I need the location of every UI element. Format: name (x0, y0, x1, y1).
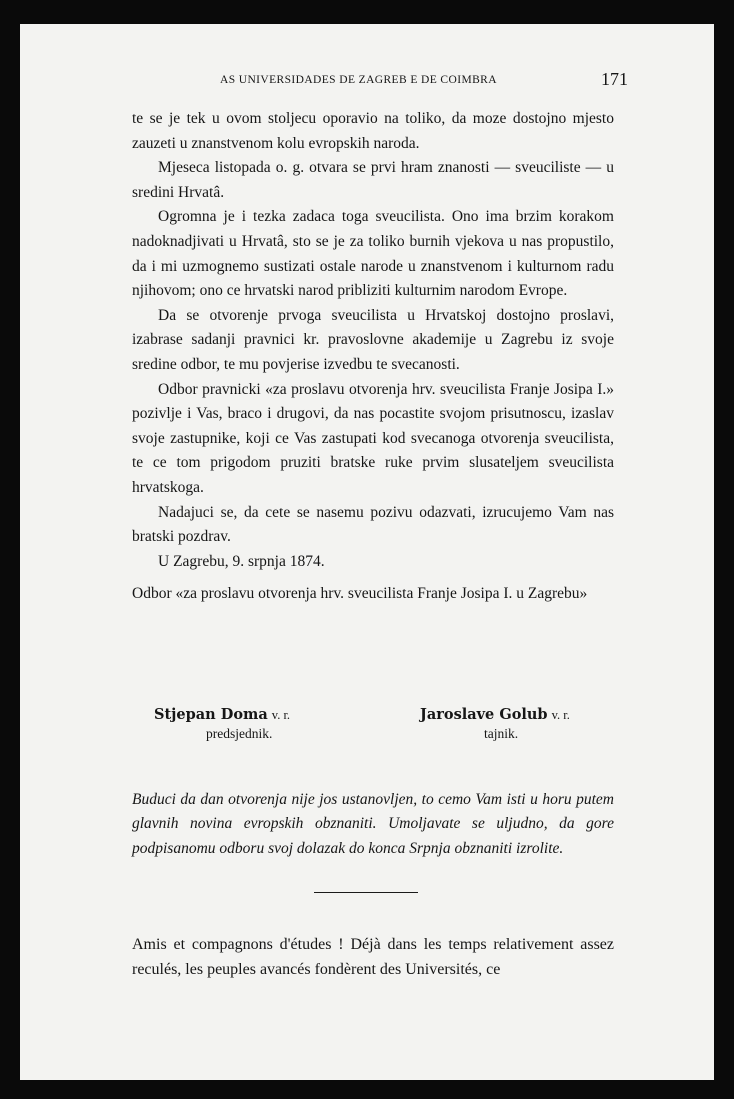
committee-line: Odbor «za proslavu otvorenja hrv. sveucilista Franje Josipa I. u Zagrebu» (132, 585, 588, 603)
paragraph: Odbor pravnicki «za proslavu otvorenja hrv. sveucilista Franje Josipa I.» pozivlje i Vas, braco i drugovi, da nas pocastite svojom prisutnoscu, izaslav svoje zastupnike, koji ce Vas zastupati kod svecanoga otvorenja sveucilista, te ce tom prigodom pruziti bratske ruke prvim slusateljem sveucilista hrvatskoga. (132, 380, 614, 496)
book-page (20, 24, 714, 1080)
signature-suffix: v. r. (551, 708, 570, 722)
date-line: U Zagrebu, 9. srpnja 1874. (158, 552, 325, 570)
running-head-title: AS UNIVERSIDADES DE ZAGREB E DE COIMBRA (220, 74, 497, 86)
signature-name: Stjepan Doma (154, 706, 268, 723)
separator-rule (314, 892, 418, 893)
signature-name: Jaroslave Golub (420, 706, 548, 723)
paragraph: Nadajuci se, da cete se nasemu pozivu odazvati, izrucujemo Vam nas bratski pozdrav. (132, 503, 614, 546)
french-paragraph: Amis et compagnons d'études ! Déjà dans les temps relativement assez reculés, les peuples avancés fondèrent des Universités, ce (132, 936, 614, 978)
page-number: 171 (601, 69, 628, 89)
paragraph: Ogromna je i tezka zadaca toga sveucilista. Ono ima brzim korakom nadoknadjivati u Hrvatâ, sto se je za toliko burnih vjekova u nas propustilo, da i mi uzmognemo sustizati ostale narode u znanstvenom i kulturnom radu njihovom; ono ce hrvatski narod pribliziti kulturnim narodom Evrope. (132, 208, 614, 300)
running-head (220, 69, 640, 89)
paragraph: Mjeseca listopada o. g. otvara se prvi hram znanosti — sveuciliste — u sredini Hrvatâ. (132, 159, 614, 201)
paragraph: Da se otvorenje prvoga sveucilista u Hrvatskoj dostojno proslavi, izabrase sadanji pravnici kr. pravoslovne akademije u Zagrebu iz svoje sredine odbor, te mu povjerise izvedbu te svecanosti. (132, 306, 614, 373)
secretary-signature (420, 706, 570, 742)
signature-suffix: v. r. (271, 708, 291, 722)
signature-title: predsjednik. (206, 726, 273, 741)
signature-title: tajnik. (484, 726, 519, 741)
main-text (132, 107, 614, 607)
paragraph: te se je tek u ovom stoljecu oporavio na toliko, da moze dostojno mjesto zauzeti u znanstvenom kolu evropskih naroda. (132, 110, 614, 152)
president-signature (154, 706, 290, 742)
italic-note: Buduci da dan otvorenja nije jos ustanovljen, to cemo Vam isti u horu putem glavnih novina evropskih obznaniti. Umoljavate se uljudno, da gore podpisanomu odboru svoj dolazak do konca Srpnja obznaniti izrolite. (132, 790, 614, 857)
